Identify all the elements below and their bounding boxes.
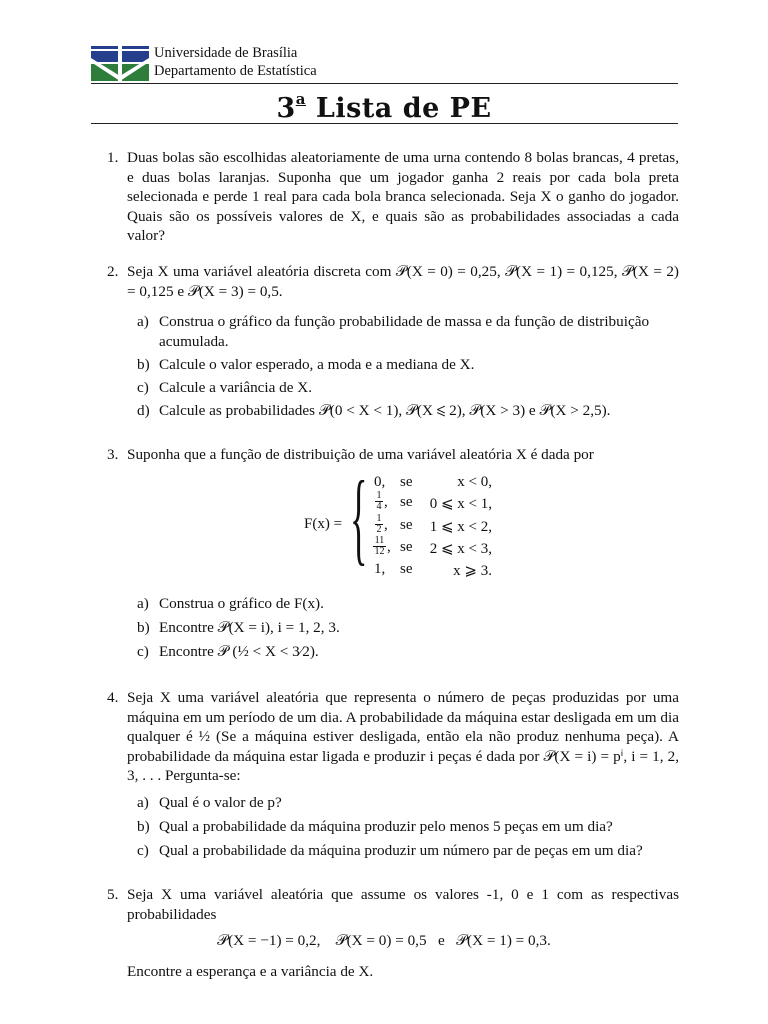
question-text: Seja X uma variável aleatória que assume os valores -1, 0 e 1 com as respectivas probabilidades (127, 886, 679, 923)
case-condition: x < 0, (457, 474, 492, 490)
case-comma: , (384, 494, 388, 510)
university-name: Universidade de Brasília (154, 45, 298, 61)
title-superscript: a (295, 90, 306, 108)
question-4-item-a (137, 793, 679, 813)
item-text: Qual a probabilidade da máquina produzir um número par de peças em um dia? (159, 842, 643, 859)
question-5-closing (107, 962, 679, 982)
case-se: se (400, 474, 413, 490)
department-name: Departamento de Estatística (154, 63, 317, 79)
title-text: Lista de PE (315, 93, 492, 124)
question-2-item-c (137, 378, 679, 398)
item-text: Calcule as probabilidades 𝒫(0 < X < 1), 𝒫(X ⩽ 2), 𝒫(X > 3) e 𝒫(X > 2,5). (159, 402, 611, 419)
question-4-item-b (137, 817, 679, 837)
question-text: Suponha que a função de distribuição de uma variável aleatória X é dada por (127, 446, 594, 463)
probability-equation: 𝒫(X = −1) = 0,2, 𝒫(X = 0) = 0,5 e 𝒫(X = 1) = 0,3. (217, 932, 551, 949)
case-condition: 2 ⩽ x < 3, (429, 541, 492, 557)
question-2-item-d (137, 401, 679, 421)
item-text: Encontre 𝒫(X = i), i = 1, 2, 3. (159, 619, 340, 636)
question-4 (107, 688, 679, 786)
case-se: se (400, 494, 413, 510)
unb-logo (91, 46, 149, 81)
question-2-item-a (137, 312, 679, 351)
question-number: 4. (107, 689, 119, 706)
question-3-item-c (137, 642, 679, 662)
equation-lhs: F(x) = (304, 516, 343, 532)
fraction-den: 12 (374, 546, 385, 557)
item-label: d) (137, 402, 150, 419)
item-text: Construa o gráfico da função probabilidade de massa e da função de distribuição acumulada. (159, 313, 650, 350)
case-se: se (400, 517, 413, 533)
item-text: Qual a probabilidade da máquina produzir pelo menos 5 peças em um dia? (159, 818, 613, 835)
question-number: 5. (107, 886, 119, 903)
question-number: 2. (107, 263, 119, 280)
question-5 (107, 885, 679, 924)
case-fraction (375, 514, 383, 535)
case-se: se (400, 561, 413, 577)
question-2-item-b (137, 355, 679, 375)
question-number: 3. (107, 446, 119, 463)
case-value: 1, (374, 561, 386, 577)
question-2 (107, 262, 679, 301)
title-number: 3 (276, 93, 296, 124)
item-text: Qual é o valor de p? (159, 794, 282, 811)
question-3-item-b (137, 618, 679, 638)
fraction-den: 2 (376, 524, 382, 535)
closing-text: Encontre a esperança e a variância de X. (127, 963, 374, 980)
case-fraction (373, 536, 386, 557)
item-label: b) (137, 619, 150, 636)
fraction-num: 1 (376, 513, 382, 524)
case-fraction (375, 491, 383, 512)
question-3-item-a (137, 594, 679, 614)
page-title (0, 90, 768, 124)
piecewise-equation (300, 460, 520, 582)
question-number: 1. (107, 149, 119, 166)
item-label: c) (137, 379, 149, 396)
case-comma: , (387, 539, 391, 555)
item-label: a) (137, 595, 149, 612)
item-label: c) (137, 842, 149, 859)
fraction-den: 4 (376, 501, 382, 512)
item-text: Encontre 𝒫 (½ < X < 3⁄2). (159, 643, 319, 660)
case-se: se (400, 539, 413, 555)
top-rule (91, 83, 678, 84)
item-text: Calcule o valor esperado, a moda e a mediana de X. (159, 356, 475, 373)
question-text: Duas bolas são escolhidas aleatoriamente de uma urna contendo 8 bolas brancas, 4 pretas, e duas bolas laranjas. Suponha que um jogador ganha 2 reais por cada bola preta selecionada e perde 1 real para cada bola branca selecionada. Seja X o ganho do jogador. Quais são os possíveis valores de X, e quais são as probabilidades associadas a cada valor? (127, 149, 679, 245)
item-text: Calcule a variância de X. (159, 379, 313, 396)
case-condition: 0 ⩽ x < 1, (429, 496, 492, 512)
item-label: b) (137, 818, 150, 835)
item-text: Construa o gráfico de F(x). (159, 595, 324, 612)
case-comma: , (384, 517, 388, 533)
institution-header (154, 44, 317, 80)
case-condition: x ⩾ 3. (453, 563, 492, 579)
item-label: c) (137, 643, 149, 660)
fraction-num: 11 (374, 535, 385, 546)
case-condition: 1 ⩽ x < 2, (429, 519, 492, 535)
question-text: Seja X uma variável aleatória que representa o número de peças produzidas por uma máquina em um período de um dia. A probabilidade da máquina estar desligada em um dia qualquer é ½ (Se a máquina estiver desligada, então ela não produz nenhuma peça). A probabilidade da máquina estar ligada e produzir i peças é dada por 𝒫(X = i) = pⁱ, i = 1, 2, 3, . . . Pergunta-se: (127, 689, 679, 785)
question-text: Seja X uma variável aleatória discreta com 𝒫(X = 0) = 0,25, 𝒫(X = 1) = 0,125, 𝒫(X = 2) = 0,125 e 𝒫(X = 3) = 0,5. (127, 263, 679, 300)
left-brace: { (350, 460, 368, 575)
question-4-item-c (137, 841, 679, 861)
question-1 (107, 148, 679, 246)
item-label: b) (137, 356, 150, 373)
item-label: a) (137, 313, 149, 330)
fraction-num: 1 (376, 490, 382, 501)
item-label: a) (137, 794, 149, 811)
case-value: 0, (374, 474, 386, 490)
question-3 (107, 445, 679, 465)
bottom-rule (91, 123, 678, 124)
